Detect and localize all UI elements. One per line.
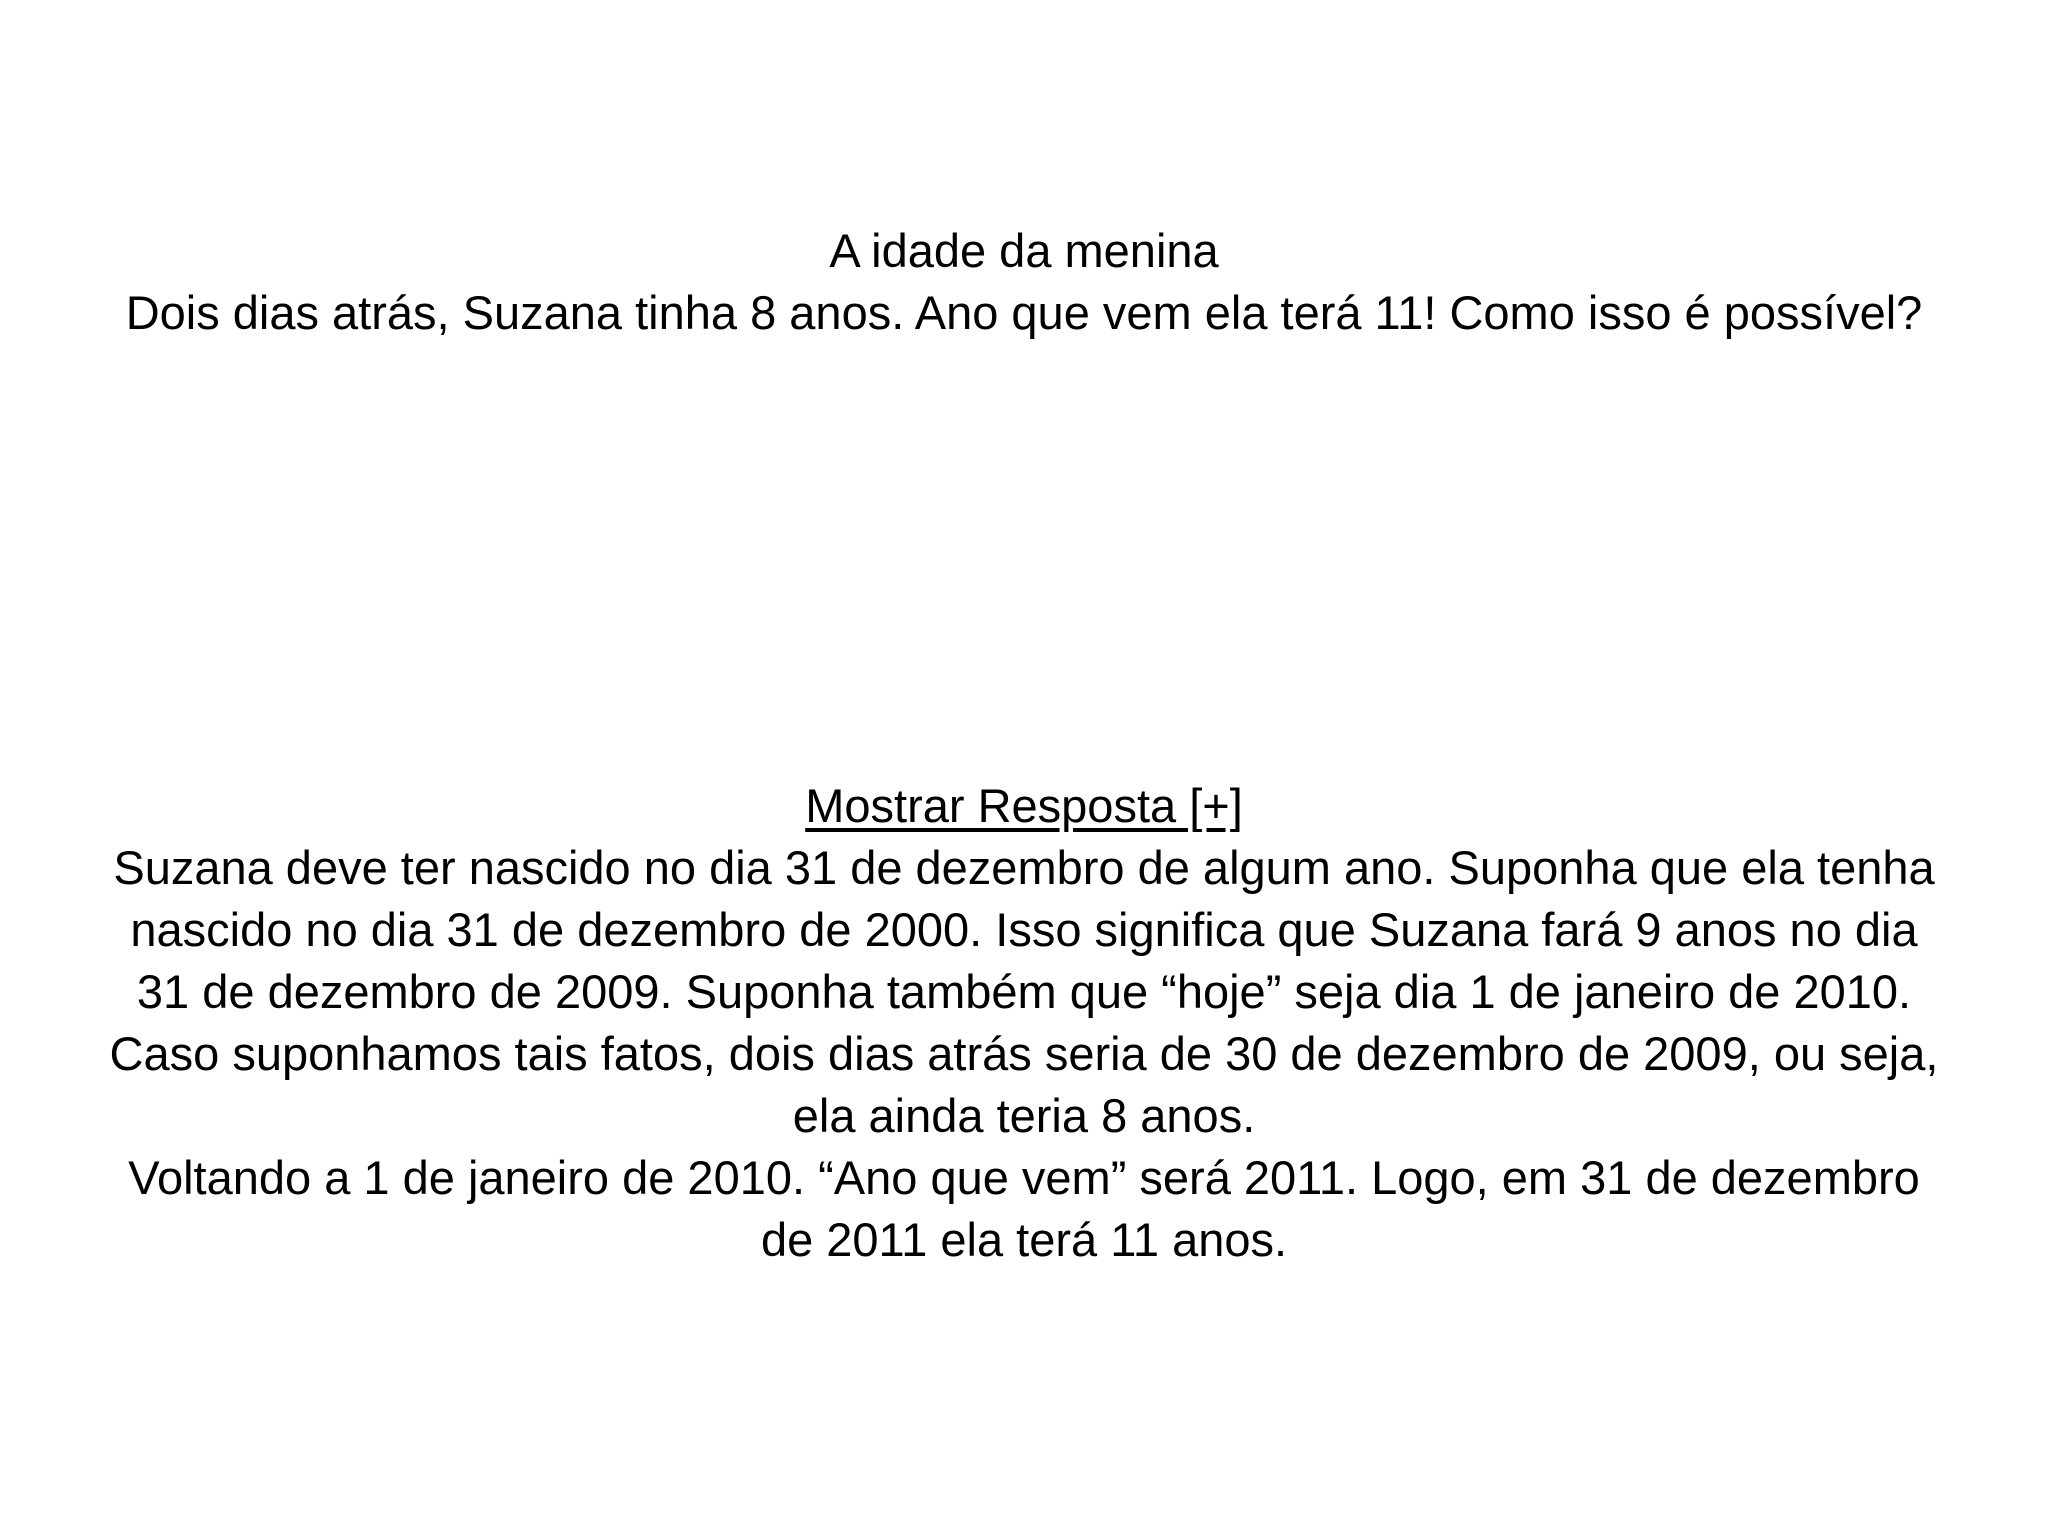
- answer-toggle-row: [0, 775, 2048, 837]
- puzzle-title: A idade da menina: [829, 224, 1219, 277]
- answer-paragraph: Caso suponhamos tais fatos, dois dias atrás seria de 30 de dezembro de 2009, ou seja, ela ainda teria 8 anos.: [109, 1027, 1939, 1142]
- answer-paragraph: Suzana deve ter nascido no dia 31 de dezembro de algum ano. Suponha que ela tenha nascido no dia 31 de dezembro de 2000. Isso significa que Suzana fará 9 anos no dia 31 de dezembro de 2009. Suponha também que “hoje” seja dia 1 de janeiro de 2010.: [113, 841, 1935, 1018]
- show-answer-link[interactable]: Mostrar Resposta [+]: [805, 779, 1243, 832]
- answer-section: [0, 775, 2048, 1271]
- puzzle-question: Dois dias atrás, Suzana tinha 8 anos. Ano que vem ela terá 11! Como isso é possível?: [125, 286, 1923, 339]
- question-section: [0, 220, 2048, 344]
- answer-paragraph: Voltando a 1 de janeiro de 2010. “Ano que vem” será 2011. Logo, em 31 de dezembro de 2011 ela terá 11 anos.: [128, 1151, 1920, 1266]
